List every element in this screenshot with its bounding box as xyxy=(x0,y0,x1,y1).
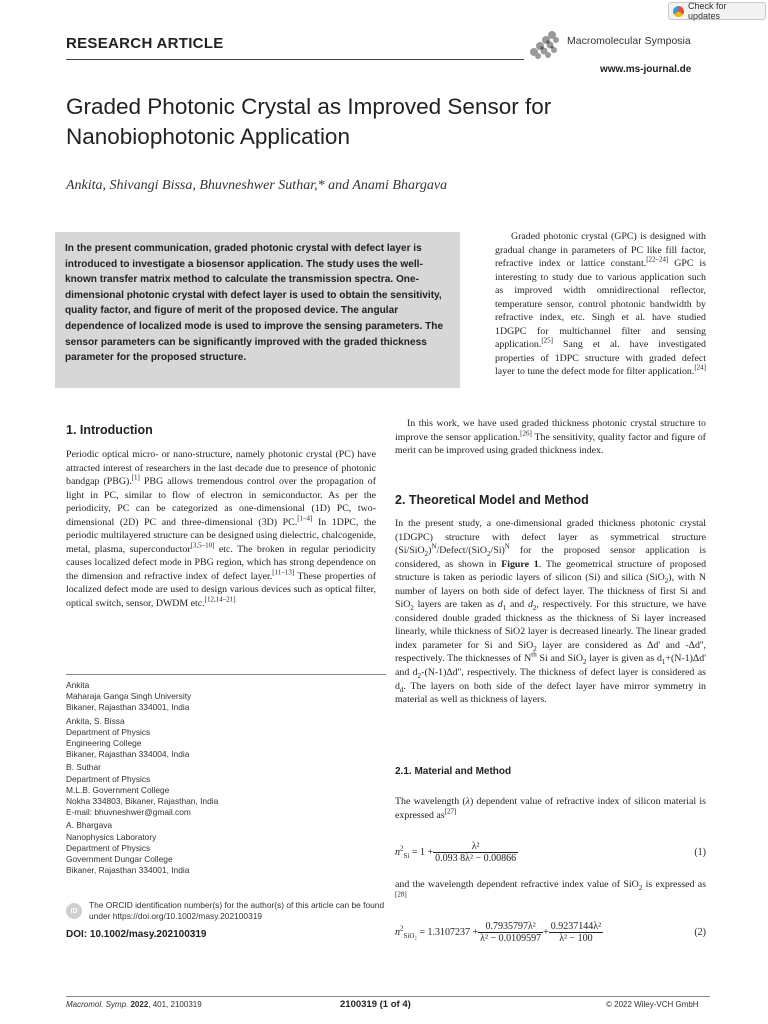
theory-text: -(N-1)Δd'', respectively. The thickness of defect layer is considered as d xyxy=(395,667,706,692)
affil-line: A. Bhargava xyxy=(66,820,113,831)
footer-volume: , 401, xyxy=(148,1000,171,1009)
material-text: is expressed as xyxy=(642,879,706,890)
material-text: and the wavelength dependent refractive index value of SiO xyxy=(395,879,639,890)
affil-line: Department of Physics xyxy=(66,773,151,784)
ref-1[interactable]: [1] xyxy=(131,473,140,482)
theory-sub: 2 xyxy=(417,671,422,680)
right-intro-paragraph-1 xyxy=(495,230,706,379)
affil-line: Government Dungar College xyxy=(66,854,173,865)
equation-2 xyxy=(395,915,706,949)
intro-text-4: etc. The broken in regular periodicity causes localized defect mode in PBG region, which has strong dependence on the dimension and refractive index of defect layer. xyxy=(66,543,376,582)
theory-text: , respectively. For this structure, we have considered double graded thickness as the thickness of Si layer increased linearly, while thickness of SiO2 layer is decreased linearly. The linear graded index parameter for Si and SiO xyxy=(395,599,706,651)
affiliation-2 xyxy=(66,716,386,761)
ref-12-14-21[interactable]: [12,14–21] xyxy=(204,595,236,604)
material-text: ) dependent value of refractive index of silicon material is expressed as xyxy=(395,796,706,821)
author-list: Ankita, Shivangi Bissa, Bhuvneshwer Suthar,* and Anami Bhargava xyxy=(66,178,448,193)
footer-year: 2022 xyxy=(130,1000,149,1009)
theory-sub: 2 xyxy=(486,550,491,559)
material-paragraph-2 xyxy=(395,878,706,905)
affil-line: Nanophysics Laboratory xyxy=(66,831,157,842)
ref-1-4[interactable]: [1–4] xyxy=(297,514,313,523)
work-text-2: The sensitivity, quality factor and figure of merit can be improved using graded thickness index. xyxy=(395,431,706,457)
footer-citation xyxy=(66,1000,202,1009)
lambda-symbol: λ xyxy=(465,796,470,807)
ref-22-24[interactable]: [22–24] xyxy=(646,255,669,264)
affil-line: Engineering College xyxy=(66,738,142,749)
affiliation-4 xyxy=(66,820,386,876)
material-paragraph-1 xyxy=(395,795,706,822)
eq1-lhs: n xyxy=(395,846,400,858)
theory-sub: 2 xyxy=(532,604,537,613)
article-title xyxy=(66,92,626,152)
theory-sub: 2 xyxy=(664,577,669,586)
theory-text: and xyxy=(506,599,528,611)
eq1-sub: Si xyxy=(403,851,410,860)
theory-text: In the present study, a one-dimensional graded thickness photonic crystal (1DGPC) structure with defect layer as symmetrical structure (Si/SiO xyxy=(395,518,706,557)
footer-article-number: 2100319 xyxy=(170,1000,202,1009)
ref-28[interactable]: [28] xyxy=(395,890,407,899)
eq2-sub: SiO₂ xyxy=(403,931,417,940)
figure-1-link[interactable]: Figure 1 xyxy=(501,558,539,570)
material-text: The wavelength ( xyxy=(395,796,466,807)
work-text-1: In this work, we have used graded thickness photonic crystal structure to improve the sensor application. xyxy=(395,418,706,443)
footer-copyright: © 2022 Wiley-VCH GmbH xyxy=(606,1000,699,1009)
eq2-numerator-2: 0.9237144λ² xyxy=(550,920,602,932)
gpc-text-3: Sang et al. have investigated properties of 1DPC structure with graded defect layer to tune the defect mode for filter application. xyxy=(495,339,706,378)
theory-text: . The geometrical structure of proposed structure is taken as periodic layers of silicon (Si) and silica (SiO xyxy=(395,558,707,584)
eq2-plus: + xyxy=(543,926,549,938)
eq1-sup: 2 xyxy=(400,844,404,853)
theory-var: d xyxy=(497,599,503,611)
theory-text: ) xyxy=(428,545,432,557)
theory-text: Si and SiO xyxy=(536,653,583,665)
gpc-text-1: Graded photonic crystal (GPC) is designed with gradual change in parameters of PC like fill factor, refractive index or lattice constant. xyxy=(495,231,706,270)
intro-text-5: These properties of localized defect mode are used to design various devices such as optical filter, optical switch, sensor, DWDM etc. xyxy=(66,570,376,610)
theory-sub: 2 xyxy=(582,658,587,667)
theory-sub: 2 xyxy=(533,644,537,653)
eq2-lhs: n xyxy=(395,926,400,938)
right-intro-paragraph-2 xyxy=(395,417,706,458)
eq1-fraction xyxy=(433,841,518,864)
footer-page: 2100319 (1 of 4) xyxy=(340,999,411,1010)
affil-line: Ankita xyxy=(66,680,90,690)
theory-sub: 1 xyxy=(661,658,666,667)
affil-line: Bikaner, Rajasthan 334001, India xyxy=(66,702,190,713)
theory-sub: 2 xyxy=(410,604,414,613)
eq2-equals: = 1.3107237 + xyxy=(416,926,479,938)
title-line-2: Nanobiophotonic Application xyxy=(66,124,350,149)
theory-sub: 1 xyxy=(502,604,507,613)
theory-paragraph xyxy=(395,517,706,707)
author-email[interactable]: E-mail: bhuvneshwer@gmail.com xyxy=(66,807,191,818)
section-label: RESEARCH ARTICLE xyxy=(66,35,224,52)
affil-line: Department of Physics xyxy=(66,842,151,853)
orcid-note[interactable]: The ORCID identification number(s) for the author(s) of this article can be found under https://doi.org/10.1002/masy.202100319 xyxy=(89,900,385,921)
ref-24[interactable]: [24] xyxy=(694,364,707,373)
eq2-denominator-1: λ² − 0.0109597 xyxy=(480,932,542,944)
introduction-paragraph xyxy=(66,448,376,611)
eq2-denominator-2: λ² − 100 xyxy=(559,932,593,944)
affil-line: Ankita, S. Bissa xyxy=(66,715,125,726)
affiliations xyxy=(66,680,386,878)
theory-sub: 2 xyxy=(424,550,429,559)
affil-line: M.L.B. Government College xyxy=(66,784,170,795)
eq1-numerator: λ² xyxy=(433,841,518,853)
affil-line: Maharaja Ganga Singh University xyxy=(66,691,192,702)
journal-logo xyxy=(526,26,564,64)
ref-27[interactable]: [27] xyxy=(444,807,457,816)
intro-text-3: In 1DPC, the periodic multilayered structure can be designed using dielectric, chalcogenide, metal, plasma, superconductor xyxy=(66,516,377,555)
footer-divider xyxy=(66,996,710,997)
affiliation-divider xyxy=(66,674,386,675)
intro-text-2: PBG allows tremendous control over the propagation of light in PC, similar to flow of electron in semiconductor. As per the periodicity, PC can be categorized as one-dimensional (1D) PC, two-dimensional (2D) PC and three-dimensional (3D) PC. xyxy=(66,476,376,528)
header-divider xyxy=(66,59,524,60)
theory-text: ), with N number of layers on both side of defect layer. The thickness of first Si and SiO xyxy=(395,572,706,611)
title-line-1: Graded Photonic Crystal as Improved Sensor for xyxy=(66,94,552,119)
theory-text: . The layers on both side of the defect layer have mirror symmetry in material as well as thickness of layers. xyxy=(395,680,706,706)
gpc-text-2: GPC is interesting to study due to various application such as improved width omnidirectional reflector, temperature sensor, control photonic bandwidth by refractive index, etc. Singh et al. have studied 1DGPC for multichannel filter and sensing application. xyxy=(495,258,706,351)
eq1-label: (1) xyxy=(694,846,706,858)
affil-line: Bikaner, Rajasthan 334004, India xyxy=(66,749,190,760)
eq2-fraction-1 xyxy=(478,921,543,944)
eq1-denominator: 0.093 8λ² − 0.00866 xyxy=(435,852,517,864)
check-for-updates-label: Check for updates xyxy=(688,1,727,21)
journal-url[interactable]: www.ms-journal.de xyxy=(600,64,692,75)
theory-text: /Defect/(SiO xyxy=(436,545,487,557)
theory-text: layers are taken as xyxy=(413,599,498,611)
theory-var: d xyxy=(527,599,533,611)
ref-26[interactable]: [26] xyxy=(520,429,532,438)
eq2-fraction-2 xyxy=(549,921,603,944)
doi-link[interactable]: DOI: 10.1002/masy.202100319 xyxy=(66,929,207,940)
introduction-heading: 1. Introduction xyxy=(66,423,153,437)
check-for-updates-button[interactable] xyxy=(668,2,766,20)
theory-sup: th xyxy=(531,651,537,660)
equation-1 xyxy=(395,835,706,869)
theory-sup: N xyxy=(504,542,510,551)
ref-11-13[interactable]: [11–13] xyxy=(272,568,295,577)
eq1-equals: = 1 + xyxy=(409,846,434,858)
affil-line: Nokha 334803, Bikaner, Rajasthan, India xyxy=(66,796,219,807)
eq2-label: (2) xyxy=(694,926,706,938)
material-sub: 2 xyxy=(638,883,643,892)
theory-sub: d xyxy=(399,685,404,694)
crossmark-icon xyxy=(673,6,684,17)
theory-text: +(N-1)Δd' and d xyxy=(395,653,706,679)
theory-text: for the proposed sensor application is considered, as shown in xyxy=(395,545,706,570)
intro-text-1: Periodic optical micro- or nano-structure, namely photonic crystal (PC) have attracted interest of researchers in the last decade due to presence of photonic bandgap (PBG). xyxy=(66,449,376,488)
theory-text: layer are considered as Δd' and -Δd'', respectively. The thicknesses of N xyxy=(395,639,706,665)
theory-text: /Si) xyxy=(490,545,505,557)
affil-line: B. Suthar xyxy=(66,762,101,773)
affil-line: Department of Physics xyxy=(66,726,151,737)
affiliation-3 xyxy=(66,762,386,818)
theory-heading: 2. Theoretical Model and Method xyxy=(395,493,589,507)
theory-sup: N xyxy=(431,542,437,551)
ref-25[interactable]: [25] xyxy=(541,337,554,346)
ref-3-5-10[interactable]: [3,5–10] xyxy=(190,541,215,550)
eq2-numerator-1: 0.7935797λ² xyxy=(478,921,543,933)
footer-journal: Macromol. Symp. xyxy=(66,1000,131,1009)
eq2-sup: 2 xyxy=(400,924,404,933)
orcid-icon: iD xyxy=(66,903,82,919)
journal-name: Macromolecular Symposia xyxy=(567,35,691,47)
theory-text: layer is given as d xyxy=(586,653,662,665)
material-heading: 2.1. Material and Method xyxy=(395,766,512,777)
affil-line: Bikaner, Rajasthan 334001, India xyxy=(66,865,190,876)
affiliation-1 xyxy=(66,680,386,714)
abstract-box: In the present communication, graded photonic crystal with defect layer is introduced to investigate a biosensor application. The study uses the well-known transfer matrix method to calculate the transmission spectra. One-dimensional photonic crystal with defect layer is used to obtain the sensitivity, quality factor, and figure of merit of the proposed device. The angular dependence of localized mode is used to improve the sensing parameters. The sensor parameters can be significantly improved with the graded thickness parameter for the proposed structure. xyxy=(55,232,460,388)
